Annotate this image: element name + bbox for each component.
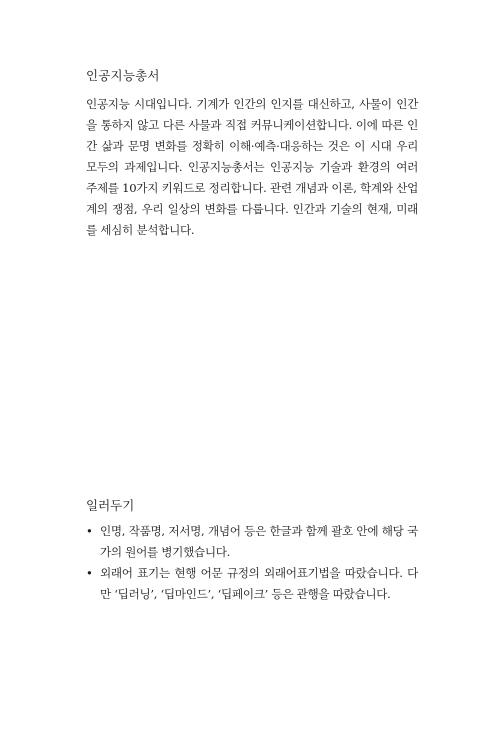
series-title: 인공지능총서 (86, 68, 160, 83)
bullet-icon: • (86, 566, 93, 580)
series-description: 인공지능 시대입니다. 기계가 인간의 인지를 대신하고, 사물이 인간을 통하지 않고 다른 사물과 직접 커뮤니케이션합니다. 이에 따른 인간 삶과 문명 변화를 정확히 이해·예측·대응하는 것은 이 시대 우리 모두의 과제입니다. 인공지능총서는 인공지능 기술과 환경의 여러 주제를 10가지 키워드로 정리합니다. 관련 개념과 이론, 학계와 산업계의 쟁점, 우리 일상의 변화를 다룹니다. 인간과 기술의 현재, 미래를 세심히 분석합니다. (86, 97, 418, 237)
notes-list (86, 521, 418, 605)
notes-item-text: 외래어 표기는 현행 어문 규정의 외래어표기법을 따랐습니다. 다만 ‘딥러닝’, ‘딥마인드’, ‘딥페이크’ 등은 관행을 따랐습니다. (100, 566, 418, 601)
notes-item (86, 563, 418, 605)
notes-item (86, 521, 418, 563)
notes-item-text: 인명, 작품명, 저서명, 개념어 등은 한글과 함께 괄호 안에 해당 국가의 원어를 병기했습니다. (100, 524, 418, 559)
bullet-icon: • (86, 524, 93, 538)
notes-title: 일러두기 (86, 498, 135, 513)
